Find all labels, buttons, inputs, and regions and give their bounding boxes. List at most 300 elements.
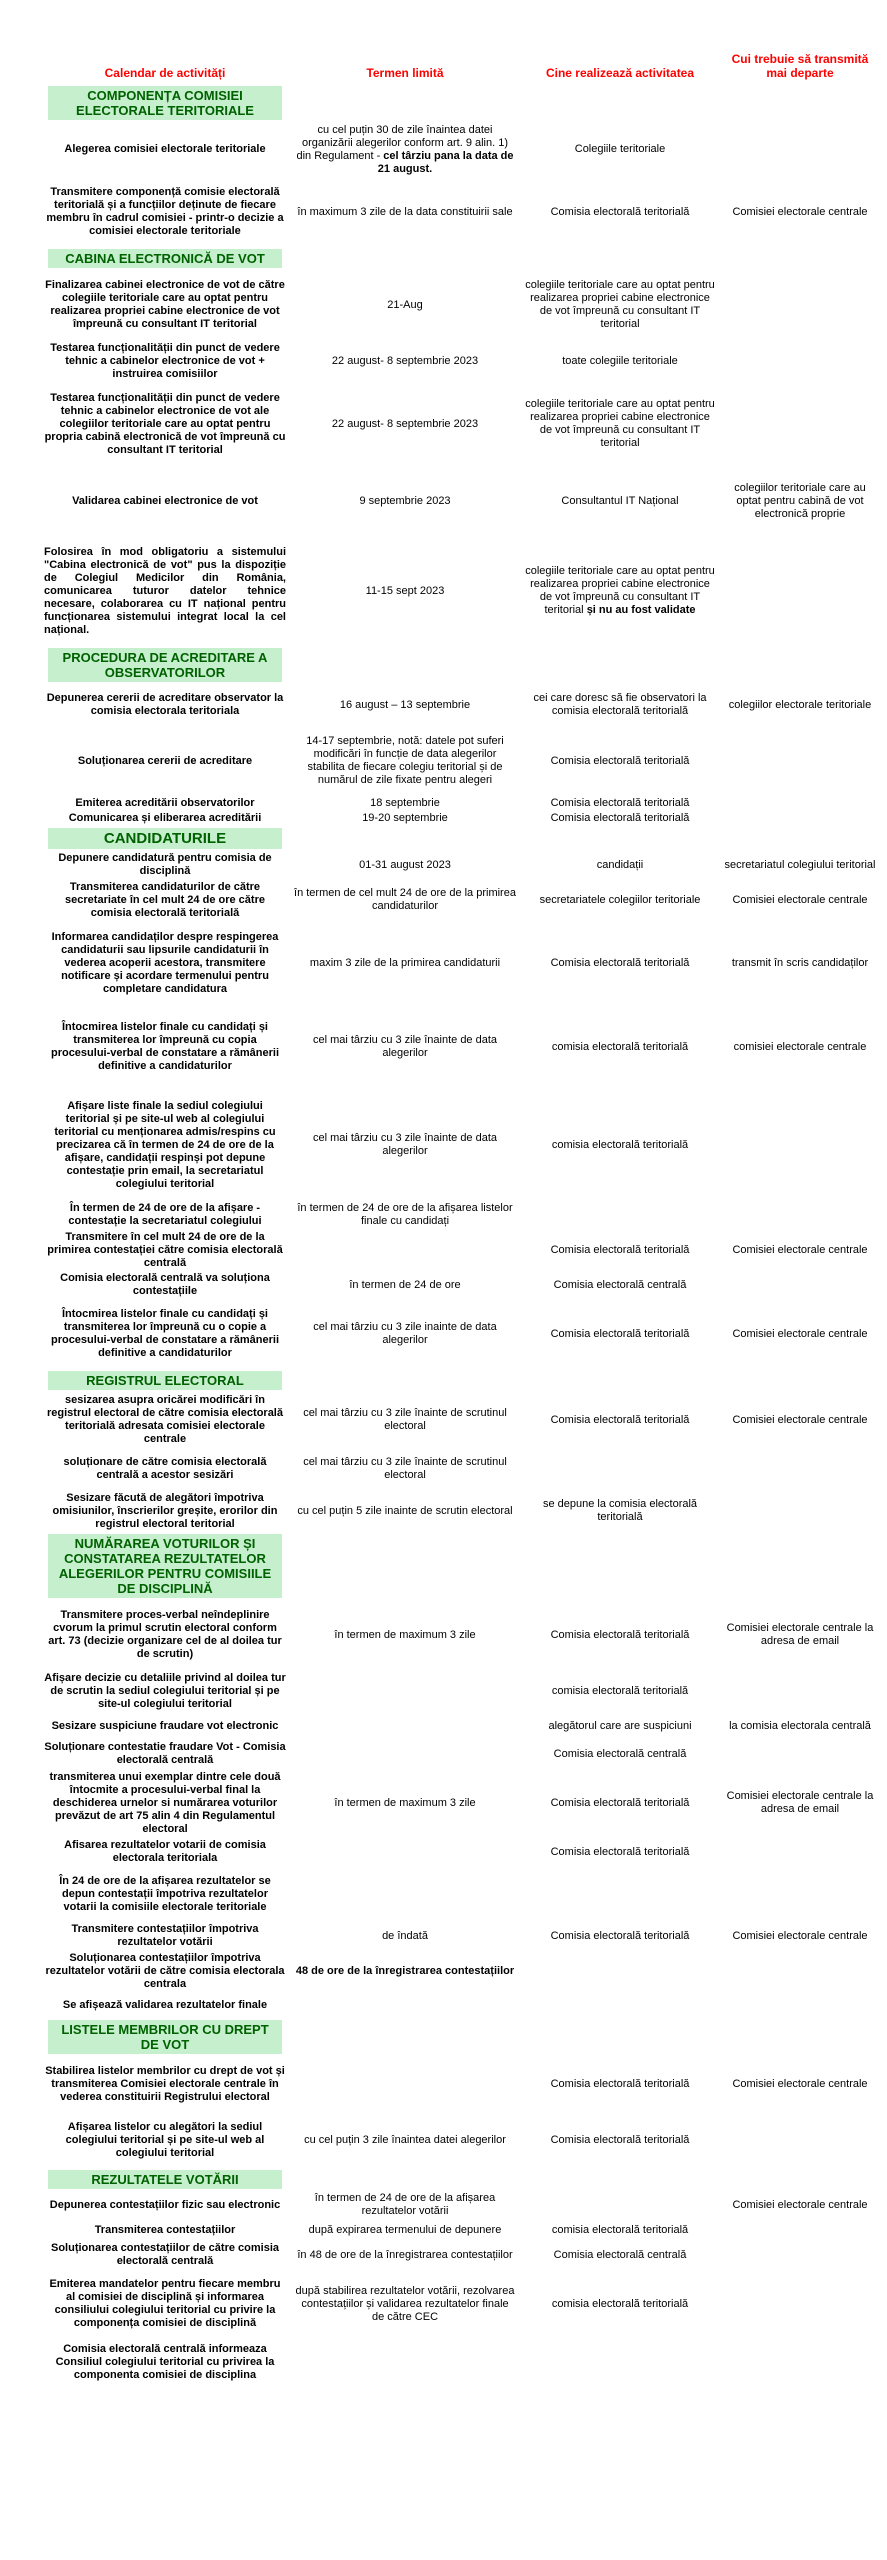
responsible-cell	[520, 1740, 720, 1768]
responsible-text: Comisia electorală teritorială	[550, 2133, 690, 2146]
section-header-cell	[40, 646, 290, 684]
empty-cell	[720, 646, 880, 684]
deadline-text: după stabilirea rezultatelor votării, rezolvarea contestațiilor și validarea rezultatelor finale de către CEC	[295, 2284, 515, 2323]
recipient-cell: transmit în scris candidaților	[731, 956, 869, 969]
responsible-text: Comisia electorală centrală	[553, 2248, 687, 2261]
responsible-cell	[520, 340, 720, 382]
responsible-cell	[520, 2191, 720, 2219]
responsible-cell	[520, 2269, 720, 2339]
table-row	[40, 466, 880, 536]
recipient-cell: Comisiei electorale centrale la adresa de email	[726, 1790, 874, 1815]
activity-cell: Afișare liste finale la sediul colegiului teritorial și pe site-ul web al colegiului teritorial cu menționarea admis/respins cu precizarea că în termen de 24 de ore de la afișare, candidații respinși pot depune contestație prin email, la secretariatul colegiului teritorial	[54, 1099, 276, 1190]
activity-cell: Soluționare contestatie fraudare Vot - Comisia electorală centrală	[44, 1741, 286, 1766]
deadline-cell	[290, 122, 520, 177]
activity-cell: Transmitere componență comisie electorală teritorială și a funcțiilor deținute de fiecare membru în cadrul comisiei - printr-o decizie a comisiei electorale teritoriale	[46, 186, 284, 237]
empty-cell	[290, 84, 520, 122]
deadline-cell	[290, 1299, 520, 1369]
empty-cell	[720, 247, 880, 270]
table-row	[40, 726, 880, 796]
table-row	[40, 2056, 880, 2112]
deadline-cell	[290, 2191, 520, 2219]
deadline-cell	[290, 921, 520, 1005]
responsible-cell	[520, 382, 720, 466]
recipient-cell	[720, 1866, 880, 1922]
deadline-text: maxim 3 zile de la primirea candidaturii	[309, 956, 501, 969]
responsible-cell	[520, 177, 720, 247]
recipient-cell: Comisiei electorale centrale	[732, 2198, 868, 2211]
responsible-text: Comisia electorală teritorială	[550, 205, 690, 218]
recipient-cell: Comisiei electorale centrale	[732, 893, 868, 906]
deadline-cell	[290, 1600, 520, 1670]
recipient-cell	[720, 1838, 880, 1866]
empty-cell	[520, 2018, 720, 2056]
responsible-text: Comisia electorală teritorială	[550, 1413, 690, 1426]
deadline-cell	[290, 811, 520, 826]
table-row	[40, 2219, 880, 2241]
responsible-text: comisia electorală teritorială	[551, 1040, 689, 1053]
activity-cell: Testarea funcționalității din punct de vedere tehnic a cabinelor electronice de vot + instruirea comisiilor	[50, 341, 280, 380]
section-header-row	[40, 1532, 880, 1600]
responsible-text: colegiile teritoriale care au optat pentru realizarea propriei cabine electronice de vot împreună cu consultant IT teritorial	[525, 279, 715, 330]
deadline-cell	[290, 340, 520, 382]
deadline-text: în termen de maximum 3 zile	[334, 1796, 476, 1809]
recipient-cell	[720, 340, 880, 382]
recipient-cell: Comisiei electorale centrale	[732, 1243, 868, 1256]
deadline-cell	[290, 879, 520, 921]
recipient-cell	[720, 536, 880, 646]
deadline-cell	[290, 796, 520, 811]
empty-cell	[290, 2168, 520, 2191]
recipient-cell: Comisiei electorale centrale la adresa de email	[726, 1622, 874, 1647]
section-header-cell	[40, 2018, 290, 2056]
table-row	[40, 1600, 880, 1670]
empty-cell	[520, 247, 720, 270]
activity-cell: Soluționarea cererii de acreditare	[77, 754, 253, 767]
responsible-text: comisia electorală teritorială	[551, 2223, 689, 2236]
table-row	[40, 1490, 880, 1532]
activity-cell: Transmitere în cel mult 24 de ore de la primirea contestației către comisia electorală centrală	[47, 1230, 283, 1269]
deadline-text: cel mai târziu cu 3 zile inainte de data alegerilor	[313, 1321, 497, 1346]
responsible-cell	[520, 1922, 720, 1950]
responsible-text: candidații	[596, 858, 644, 871]
responsible-text: se depune la comisia electorală teritorială	[542, 1498, 698, 1523]
table-row	[40, 2339, 880, 2385]
recipient-cell	[720, 811, 880, 826]
deadline-cell	[290, 382, 520, 466]
deadline-text: 19-20 septembrie	[362, 812, 448, 824]
activity-cell: Alegerea comisiei electorale teritoriale	[64, 143, 266, 155]
recipient-cell: secretariatul colegiului teritorial	[724, 858, 876, 871]
section-header-row	[40, 1369, 880, 1392]
activity-cell: În termen de 24 de ore de la afișare - contestație la secretariatul colegiului	[68, 1202, 262, 1227]
deadline-cell	[290, 1448, 520, 1490]
table-row	[40, 2112, 880, 2168]
deadline-text: cel mai târziu cu 3 zile înainte de data alegerilor	[312, 1034, 498, 1059]
recipient-cell: comisiei electorale centrale	[733, 1040, 867, 1053]
table-row	[40, 270, 880, 340]
deadline-cell	[290, 1866, 520, 1922]
deadline-text: cu cel puțin 5 zile inainte de scrutin electoral	[297, 1504, 513, 1517]
activity-cell: Folosirea în mod obligatoriu a sistemului "Cabina electronică de vot" pus la dispoziție de Colegiul Medicilor din România, comunicarea tuturor datelor tehnice necesare, colaborarea cu IT național pentru funcționarea sistemului integrat local la cel național.	[44, 545, 286, 636]
activity-cell: Transmitere proces-verbal neîndeplinire cvorum la primul scrutin electoral conform art. 73 (decizie organizare cel de al doilea tur de scrutin)	[48, 1609, 282, 1660]
deadline-cell	[290, 1670, 520, 1712]
recipient-cell	[720, 2112, 880, 2168]
deadline-cell	[290, 1089, 520, 1201]
responsible-text: Comisia electorală teritorială	[550, 2077, 690, 2090]
responsible-cell	[520, 811, 720, 826]
responsible-text: alegătorul care are suspiciuni	[548, 1719, 692, 1732]
recipient-cell	[720, 2269, 880, 2339]
table-row	[40, 1950, 880, 1992]
table-row	[40, 811, 880, 826]
activity-cell: În 24 de ore de la afișarea rezultatelor se depun contestații împotriva rezultatelor votarii la comisiile electorale teritoriale	[59, 1874, 271, 1913]
empty-cell	[520, 2168, 720, 2191]
section-header-cell	[40, 247, 290, 270]
empty-cell	[720, 1369, 880, 1392]
empty-cell	[290, 1369, 520, 1392]
recipient-cell	[720, 382, 880, 466]
responsible-cell	[520, 1229, 720, 1271]
activity-cell: Transmiterea candidaturilor de către secretariate în cel mult 24 de ore către comisia electorală teritorială	[65, 880, 265, 919]
responsible-cell	[520, 1992, 720, 2018]
table-row	[40, 1448, 880, 1490]
empty-cell	[520, 1369, 720, 1392]
deadline-cell	[290, 270, 520, 340]
table-row	[40, 1740, 880, 1768]
responsible-cell	[520, 536, 720, 646]
table-row	[40, 684, 880, 726]
section-header-row	[40, 2168, 880, 2191]
header-responsible: Cine realizează activitatea	[545, 66, 695, 80]
activity-cell: Întocmirea listelor finale cu candidați și transmiterea lor împreună cu o copie a procesului-verbal de constatare a rămânerii definitive a candidaturilor	[50, 1308, 280, 1359]
table-row	[40, 879, 880, 921]
deadline-text: 9 septembrie 2023	[359, 494, 451, 507]
section-header-row	[40, 826, 880, 851]
table-row	[40, 1922, 880, 1950]
responsible-text: Comisia electorală centrală	[553, 1747, 687, 1760]
activity-cell: Soluționarea contestațiilor de către comisia electorală centrală	[50, 2242, 279, 2267]
table-row	[40, 1201, 880, 1229]
responsible-cell	[520, 684, 720, 726]
deadline-emphasis: 48 de ore de la înregistrarea contestațiilor	[295, 1964, 515, 1977]
table-row	[40, 851, 880, 879]
responsible-cell	[520, 1768, 720, 1838]
responsible-text: Comisia electorală teritorială	[550, 797, 690, 809]
responsible-cell	[520, 1490, 720, 1532]
responsible-text: comisia electorală teritorială	[551, 1684, 689, 1697]
table-row	[40, 2241, 880, 2269]
section-title: REGISTRUL ELECTORAL	[48, 1371, 282, 1390]
responsible-text: Comisia electorală teritorială	[550, 754, 690, 767]
table-row	[40, 1866, 880, 1922]
recipient-cell	[720, 2339, 880, 2385]
empty-cell	[720, 2168, 880, 2191]
responsible-cell	[520, 2339, 720, 2385]
responsible-cell	[520, 1838, 720, 1866]
responsible-text: Comisia electorală teritorială	[550, 1628, 690, 1641]
section-title: REZULTATELE VOTĂRII	[48, 2170, 282, 2189]
deadline-text: 11-15 sept 2023	[365, 584, 445, 597]
recipient-cell: la comisia electorala centrală	[729, 1719, 871, 1732]
responsible-cell	[520, 1299, 720, 1369]
deadline-cell	[290, 2241, 520, 2269]
recipient-cell	[720, 796, 880, 811]
deadline-text: 18 septembrie	[370, 797, 440, 809]
responsible-text: Comisia electorală teritorială	[550, 1929, 690, 1942]
deadline-text: 22 august- 8 septembrie 2023	[331, 417, 479, 430]
deadline-cell	[290, 1768, 520, 1838]
activity-cell: Transmiterea contestațiilor	[94, 2223, 236, 2236]
deadline-text: în termen de 24 de ore de la afișarea listelor finale cu candidați	[297, 1202, 513, 1227]
responsible-text: comisia electorală teritorială	[551, 1138, 689, 1151]
responsible-cell	[520, 1712, 720, 1740]
deadline-cell	[290, 2056, 520, 2112]
table-row	[40, 1229, 880, 1271]
responsible-cell	[520, 851, 720, 879]
deadline-cell	[290, 1712, 520, 1740]
deadline-cell	[290, 1005, 520, 1089]
deadline-text: 16 august – 13 septembrie	[339, 698, 471, 711]
deadline-text: în maximum 3 zile de la data constituirii sale	[297, 205, 513, 218]
table-row	[40, 340, 880, 382]
recipient-cell	[720, 1271, 880, 1299]
responsible-cell	[520, 2241, 720, 2269]
responsible-cell	[520, 2056, 720, 2112]
table-row	[40, 921, 880, 1005]
activity-cell: Comisia electorală centrală informeaza Consiliul colegiului teritorial cu privirea la componenta comisiei de disciplina	[55, 2342, 275, 2381]
recipient-cell	[720, 270, 880, 340]
activity-cell: Informarea candidaților despre respingerea candidaturii sau lipsurile candidaturii în vederea acoperii acestora, transmitere notificare și acordare termenului pentru completare candidatura	[51, 930, 279, 995]
table-row	[40, 1392, 880, 1448]
header-activity: Calendar de activități	[104, 66, 226, 80]
responsible-cell	[520, 122, 720, 177]
responsible-text: comisia electorală teritorială	[551, 2297, 689, 2310]
responsible-cell	[520, 1089, 720, 1201]
deadline-text: după expirarea termenului de depunere	[308, 2223, 502, 2236]
responsible-cell	[520, 879, 720, 921]
deadline-text: cu cel puțin 30 de zile înaintea datei organizării alegerilor conform art. 9 alin. 1) din Regulament -	[296, 123, 509, 162]
recipient-cell: Comisiei electorale centrale	[732, 2077, 868, 2090]
activity-cell: Finalizarea cabinei electronice de vot de către colegiile teritoriale care au optat pentru realizarea propriei cabine electronice de vot împreună cu consultant IT teritorial	[45, 279, 285, 330]
table-row	[40, 1670, 880, 1712]
header-recipient: Cui trebuie să transmită mai departe	[731, 52, 869, 80]
table-row	[40, 2269, 880, 2339]
responsible-text: Comisia electorală teritorială	[550, 1796, 690, 1809]
deadline-text: cel mai târziu cu 3 zile înainte de data alegerilor	[312, 1132, 498, 1157]
responsible-text: cei care doresc să fie observatori la comisia electorală teritorială	[533, 692, 707, 717]
deadline-cell	[290, 1950, 520, 1992]
section-header-row	[40, 646, 880, 684]
deadline-text: cel mai târziu cu 3 zile înainte de scrutinul electoral	[303, 1456, 507, 1481]
recipient-cell	[720, 122, 880, 177]
table-row	[40, 1712, 880, 1740]
activity-cell: Afișare decizie cu detaliile privind al doilea tur de scrutin la sediul colegiului teritorial și pe site-ul colegiului teritorial	[44, 1671, 286, 1710]
section-header-cell	[40, 1532, 290, 1600]
empty-cell	[520, 826, 720, 851]
deadline-cell	[290, 1490, 520, 1532]
empty-cell	[290, 2018, 520, 2056]
section-header-row	[40, 2018, 880, 2056]
recipient-cell	[720, 1992, 880, 2018]
empty-cell	[290, 646, 520, 684]
responsible-text: Comisia electorală teritorială	[550, 1243, 690, 1256]
recipient-cell: Comisiei electorale centrale	[732, 205, 868, 218]
table-body	[40, 84, 880, 2385]
recipient-cell	[720, 2241, 880, 2269]
activity-cell: Sesizare suspiciune fraudare vot electronic	[51, 1719, 279, 1732]
table-row	[40, 1299, 880, 1369]
activity-cell: sesizarea asupra oricărei modificări în registrul electoral de către comisia electorală teritorială adresata comisiei electorale centrale	[46, 1394, 283, 1445]
deadline-text: de îndată	[382, 1929, 428, 1942]
activity-cell: Afișarea listelor cu alegători la sediul colegiului teritorial și pe site-ul web al colegiului teritorial	[65, 2120, 265, 2159]
section-header-row	[40, 247, 880, 270]
deadline-text: în termen de 24 de ore de la afișarea rezultatelor votării	[314, 2192, 496, 2217]
activity-cell: Depunerea contestațiilor fizic sau electronic	[49, 2198, 281, 2211]
activity-cell: Afisarea rezultatelor votarii de comisia electorala teritoriala	[64, 1839, 266, 1864]
deadline-cell	[290, 2269, 520, 2339]
recipient-cell: Comisiei electorale centrale	[732, 1327, 868, 1340]
empty-cell	[290, 247, 520, 270]
deadline-cell	[290, 1201, 520, 1229]
responsible-cell	[520, 1201, 720, 1229]
table-row	[40, 1271, 880, 1299]
section-title: CANDIDATURILE	[48, 828, 282, 849]
responsible-cell	[520, 1271, 720, 1299]
header-row	[40, 50, 880, 84]
table-row	[40, 177, 880, 247]
section-header-cell	[40, 2168, 290, 2191]
responsible-cell	[520, 1950, 720, 1992]
recipient-cell	[720, 1950, 880, 1992]
table-row	[40, 1992, 880, 2018]
empty-cell	[520, 84, 720, 122]
deadline-text: în termen de maximum 3 zile	[334, 1628, 476, 1641]
responsible-cell	[520, 1005, 720, 1089]
responsible-cell	[520, 726, 720, 796]
activity-cell: Stabilirea listelor membrilor cu drept de vot și transmiterea Comisiei electorale centrale în vederea constituirii Registrului electoral	[45, 2064, 285, 2103]
deadline-cell	[290, 1740, 520, 1768]
deadline-cell	[290, 2112, 520, 2168]
activity-cell: Emiterea mandatelor pentru fiecare membru al comisiei de disciplină și informarea consiliului colegiului teritorial cu privire la componența comisiei de disciplină	[49, 2278, 281, 2329]
recipient-cell	[720, 1089, 880, 1201]
recipient-cell: colegiilor electorale teritoriale	[728, 698, 872, 711]
activity-cell: Comisia electorală centrală va soluționa contestațiile	[60, 1272, 270, 1297]
responsible-cell	[520, 921, 720, 1005]
activity-cell: Comunicarea și eliberarea acreditării	[68, 812, 262, 824]
section-title: PROCEDURA DE ACREDITARE A OBSERVATORILOR	[48, 648, 282, 682]
empty-cell	[290, 826, 520, 851]
deadline-text: în 48 de ore de la înregistrarea contestațiilor	[297, 2248, 513, 2261]
recipient-cell	[720, 1201, 880, 1229]
responsible-text: Colegiile teritoriale	[574, 143, 666, 155]
empty-cell	[290, 1532, 520, 1600]
deadline-cell	[290, 1271, 520, 1299]
deadline-cell	[290, 684, 520, 726]
empty-cell	[720, 826, 880, 851]
activity-cell: Sesizare făcută de alegători împotriva omisiunilor, înscrierilor greșite, erorilor din registrul electoral teritorial	[52, 1491, 278, 1530]
deadline-cell	[290, 851, 520, 879]
recipient-cell: Comisiei electorale centrale	[732, 1929, 868, 1942]
responsible-text: Comisia electorală teritorială	[550, 812, 690, 824]
activity-cell: transmiterea unui exemplar dintre cele două întocmite a procesului-verbal final la deschiderea urnelor si numărarea voturilor prevăzut de art 75 alin 4 din Regulamentul electoral	[49, 1770, 281, 1835]
responsible-text: secretariatele colegiilor teritoriale	[539, 893, 701, 906]
deadline-cell	[290, 177, 520, 247]
empty-cell	[720, 1532, 880, 1600]
deadline-cell	[290, 726, 520, 796]
activity-cell: Depunerea cererii de acreditare observator la comisia electorala teritoriala	[46, 692, 284, 717]
activity-cell: Transmitere contestațiilor împotriva rezultatelor votării	[71, 1923, 259, 1948]
responsible-text: colegiile teritoriale care au optat pentru realizarea propriei cabine electronice de vot împreună cu consultant IT teritorial	[525, 565, 715, 616]
table-row	[40, 1768, 880, 1838]
responsible-cell	[520, 1392, 720, 1448]
table-row	[40, 796, 880, 811]
responsible-text: Consultantul IT Național	[561, 494, 679, 507]
deadline-cell	[290, 1992, 520, 2018]
responsible-cell	[520, 796, 720, 811]
responsible-text: toate colegiile teritoriale	[562, 354, 678, 367]
empty-cell	[520, 646, 720, 684]
header-deadline: Termen limită	[366, 66, 444, 80]
recipient-cell	[720, 726, 880, 796]
responsible-text: Comisia electorală teritorială	[550, 1845, 690, 1858]
recipient-cell: Comisiei electorale centrale	[732, 1413, 868, 1426]
activity-cell: Depunere candidatură pentru comisia de disciplină	[58, 852, 272, 877]
section-title: LISTELE MEMBRILOR CU DREPT DE VOT	[48, 2020, 282, 2054]
deadline-text: cel mai târziu cu 3 zile înainte de scrutinul electoral	[303, 1407, 507, 1432]
deadline-cell	[290, 1392, 520, 1448]
activity-calendar-sheet	[40, 50, 880, 2385]
deadline-cell	[290, 1229, 520, 1271]
responsible-cell	[520, 1448, 720, 1490]
deadline-cell	[290, 466, 520, 536]
activity-cell: Validarea cabinei electronice de vot	[72, 494, 258, 507]
table-row	[40, 1089, 880, 1201]
deadline-text: 01-31 august 2023	[359, 858, 451, 871]
responsible-emphasis: și nu au fost validate	[586, 604, 696, 616]
section-header-cell	[40, 1369, 290, 1392]
empty-cell	[720, 2018, 880, 2056]
section-header-row	[40, 84, 880, 122]
responsible-cell	[520, 270, 720, 340]
deadline-text: 21-Aug	[387, 298, 423, 311]
section-header-cell	[40, 84, 290, 122]
deadline-cell	[290, 1838, 520, 1866]
section-title: CABINA ELECTRONICĂ DE VOT	[48, 249, 282, 268]
responsible-cell	[520, 1670, 720, 1712]
deadline-cell	[290, 2219, 520, 2241]
deadline-text: în termen de 24 de ore	[349, 1278, 461, 1291]
recipient-cell: colegiilor teritoriale care au optat pentru cabină de vot electronică proprie	[734, 481, 866, 520]
section-header-cell	[40, 826, 290, 851]
responsible-text: colegiile teritoriale care au optat pentru realizarea propriei cabine electronice de vot împreună cu consultant IT teritorial	[525, 398, 715, 449]
activity-cell: Testarea funcționalității din punct de vedere tehnic a cabinelor electronice de vot ale colegiilor teritoriale care au optat pentru propria cabină electronică de vot împreună cu consultant IT teritorial	[44, 391, 286, 456]
empty-cell	[720, 84, 880, 122]
table-row	[40, 122, 880, 177]
table-row	[40, 2191, 880, 2219]
table-row	[40, 536, 880, 646]
empty-cell	[520, 1532, 720, 1600]
responsible-cell	[520, 2112, 720, 2168]
responsible-text: Comisia electorală centrală	[553, 1278, 687, 1291]
recipient-cell	[720, 2219, 880, 2241]
deadline-cell	[290, 536, 520, 646]
recipient-cell	[720, 1740, 880, 1768]
deadline-text: 14-17 septembrie, notă: datele pot suferi modificări în funcție de data alegerilor stabilita de fiecare colegiu teritorial și de numărul de zile fixate pentru alegeri	[306, 735, 504, 786]
activity-cell: Întocmirea listelor finale cu candidați și transmiterea lor împreună cu copia procesului-verbal de constatare a rămânerii definitive a candidaturilor	[50, 1021, 280, 1072]
deadline-text: cu cel puțin 3 zile înaintea datei alegerilor	[304, 2133, 506, 2146]
section-title: NUMĂRAREA VOTURILOR ȘI CONSTATAREA REZULTATELOR ALEGERILOR PENTRU COMISIILE DE DISCIPLINĂ	[48, 1534, 282, 1598]
activity-cell: Soluționarea contestațiilor împotriva rezultatelor votării de către comisia electorala centrala	[45, 1951, 285, 1990]
